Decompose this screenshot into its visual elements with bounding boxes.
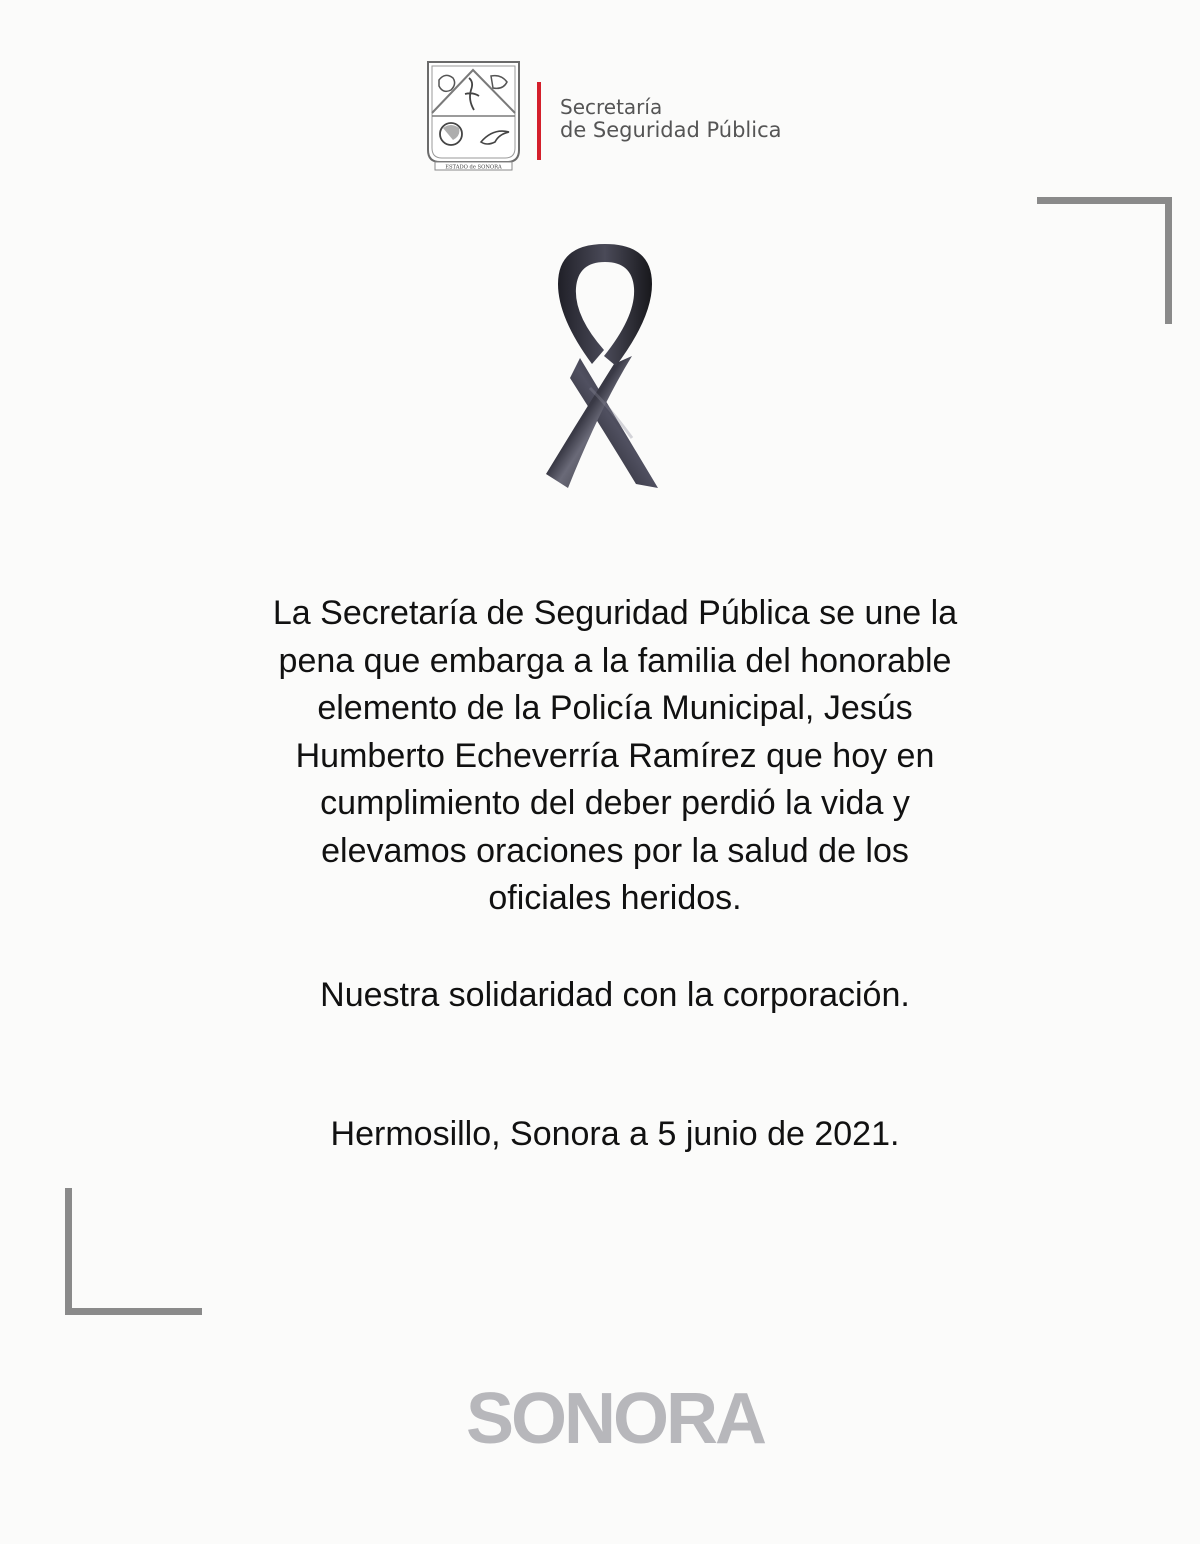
- sonora-logo-text: SONORA: [465, 1380, 765, 1459]
- corner-bracket-bottom-left: [65, 1188, 202, 1315]
- sonora-logo: [440, 1380, 790, 1460]
- corner-bracket-top-right: [1037, 197, 1172, 324]
- condolence-message: [200, 590, 1030, 923]
- message-line: elevamos oraciones por la salud de los: [321, 831, 909, 870]
- message-line: Humberto Echeverría Ramírez que hoy en: [295, 736, 935, 775]
- header: [425, 56, 825, 176]
- place-and-date: Hermosillo, Sonora a 5 junio de 2021.: [330, 1115, 900, 1153]
- agency-name: [560, 96, 782, 142]
- header-divider: [537, 82, 541, 160]
- message-line: cumplimiento del deber perdió la vida y: [320, 784, 910, 822]
- message-line: elemento de la Policía Municipal, Jesús: [317, 689, 913, 727]
- message-line: La Secretaría de Seguridad Pública se une la: [272, 594, 958, 632]
- seal-caption: ESTADO de SONORA: [445, 164, 502, 171]
- agency-name-line2: de Seguridad Pública: [560, 118, 782, 142]
- message-line: pena que embarga a la familia del honorable: [278, 641, 952, 680]
- agency-name-line1: Secretaría: [560, 95, 663, 119]
- solidarity-statement: Nuestra solidaridad con la corporación.: [320, 976, 910, 1014]
- mourning-ribbon-icon: [540, 238, 670, 494]
- state-seal-icon: [425, 58, 522, 172]
- message-line: oficiales heridos.: [488, 879, 742, 917]
